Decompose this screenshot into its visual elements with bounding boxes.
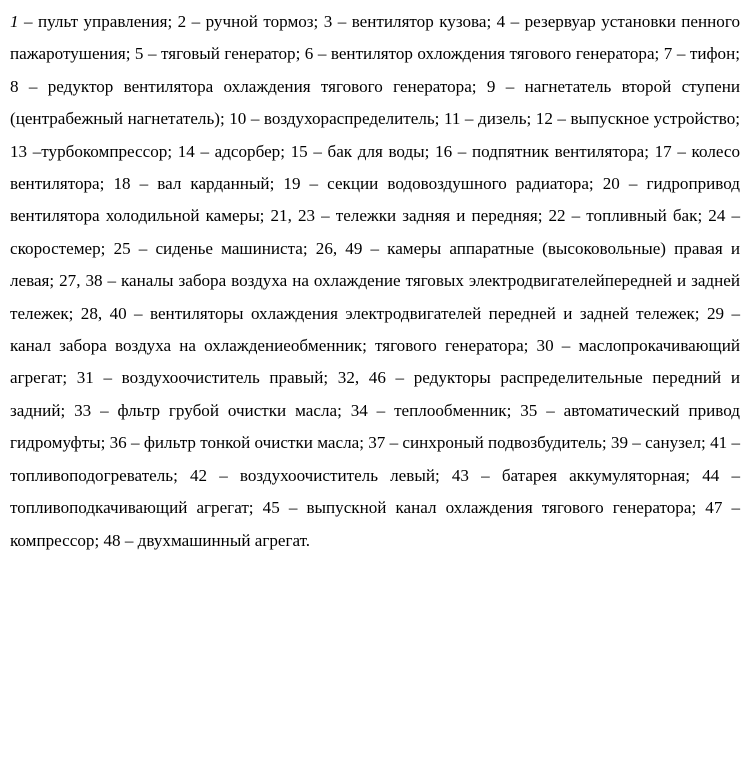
document-page <box>10 6 740 557</box>
figure-legend-paragraph <box>10 6 740 557</box>
legend-body-text: – пульт управления; 2 – ручной тормоз; 3 – вентилятор кузова; 4 – резервуар установки пенного пажаротушения; 5 – тяговый генератор; 6 – вентилятор охлождения тягового генератора; 7 – тифон; 8 – редуктор вентилятора охлаждения тягового генератора; 9 – нагнетатель второй ступени (центрабежный нагнетатель); 10 – воздухораспределитель; 11 – дизель; 12 – выпускное устройство; 13 –турбокомпрессор; 14 – адсорбер; 15 – бак для воды; 16 – подпятник вентилятора; 17 – колесо вентилятора; 18 – вал карданный; 19 – секции водовоздушного радиатора; 20 – гидропривод вентилятора холодильной камеры; 21, 23 – тележки задняя и передняя; 22 – топливный бак; 24 – скоростемер; 25 – сиденье машиниста; 26, 49 – камеры аппаратные (высоковольные) правая и левая; 27, 38 – каналы забора воздуха на охлаждение тяговых электродвигателейпередней и задней тележек; 28, 40 – вентиляторы охлаждения электродвигателей передней и задней тележек; 29 – канал забора воздуха на охлаждениеобменник; тягового генератора; 30 – маслопрокачивающий агрегат; 31 – воздухоочиститель правый; 32, 46 – редукторы распределительные передний и задний; 33 – фльтр грубой очистки масла; 34 – теплообменник; 35 – автоматический привод гидромуфты; 36 – фильтр тонкой очистки масла; 37 – синхроный подвозбудитель; 39 – санузел; 41 – топливоподогреватель; 42 – воздухоочиститель левый; 43 – батарея аккумуляторная; 44 – топливоподкачивающий агрегат; 45 – выпускной канал охлаждения тягового генератора; 47 –компрессор; 48 – двухмашинный агрегат. <box>10 12 740 550</box>
legend-first-number: 1 <box>10 12 19 31</box>
